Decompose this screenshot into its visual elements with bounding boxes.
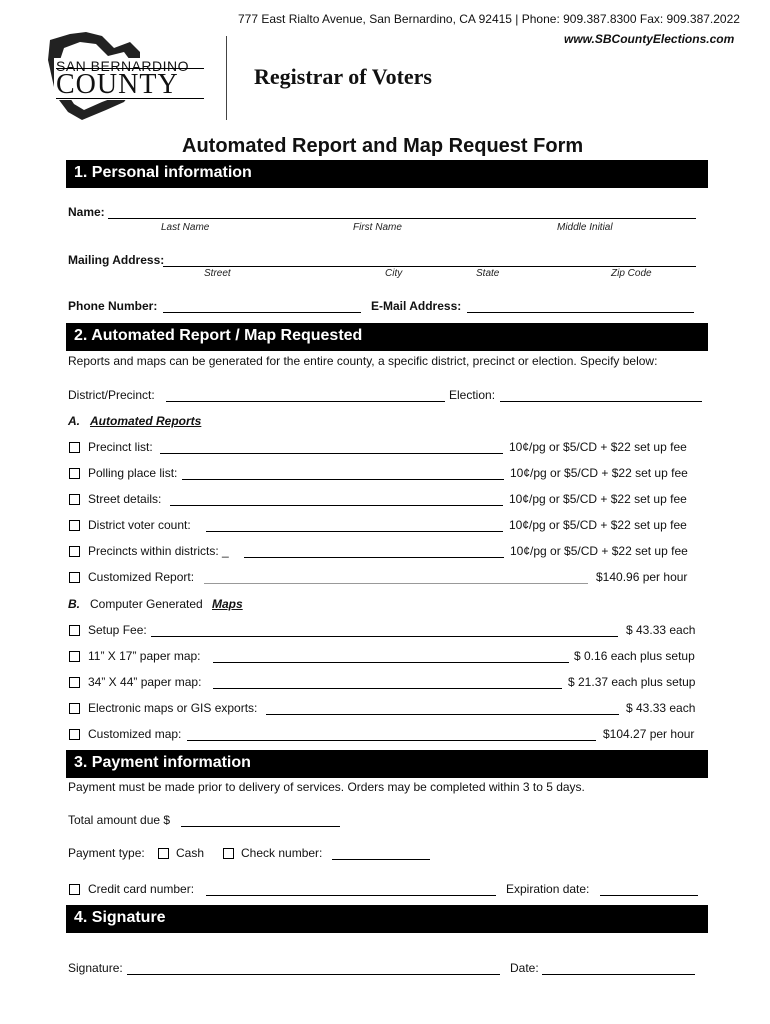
payment-type-label: Payment type: xyxy=(68,846,145,860)
expiration-field[interactable] xyxy=(600,895,698,896)
name-label: Name: xyxy=(68,205,105,219)
map-label: Setup Fee: xyxy=(88,623,147,637)
report-field[interactable] xyxy=(244,557,504,558)
check-label: Check number: xyxy=(241,846,323,860)
county-logo xyxy=(44,30,212,122)
maps-heading: Maps xyxy=(212,597,243,611)
map-price: $104.27 per hour xyxy=(603,727,695,741)
phone-field[interactable] xyxy=(163,312,361,313)
logo-top-text: SAN BERNARDINO xyxy=(56,58,190,74)
election-label: Election: xyxy=(449,388,496,402)
map-field[interactable] xyxy=(213,662,569,663)
report-price: 10¢/pg or $5/CD + $22 set up fee xyxy=(509,518,687,532)
section-signature-header xyxy=(66,905,708,933)
electronic-maps-checkbox[interactable] xyxy=(69,703,80,714)
reports-heading: Automated Reports xyxy=(90,414,202,428)
map-label: 11” X 17” paper map: xyxy=(88,649,201,663)
section-payment-header xyxy=(66,750,708,778)
section-heading: 4. Signature xyxy=(74,909,166,926)
report-field[interactable] xyxy=(182,479,504,480)
report-field[interactable] xyxy=(160,453,503,454)
report-field[interactable] xyxy=(206,531,503,532)
report-label: Street details: xyxy=(88,492,162,506)
section-heading: 2. Automated Report / Map Requested xyxy=(74,327,363,344)
section-report-header xyxy=(66,323,708,351)
report-intro: Reports and maps can be generated for the entire county, a specific district, precinct or election. Specify below: xyxy=(68,354,658,368)
report-price: 10¢/pg or $5/CD + $22 set up fee xyxy=(509,440,687,454)
map-11x17-checkbox[interactable] xyxy=(69,651,80,662)
check-checkbox[interactable] xyxy=(223,848,234,859)
department-title: Registrar of Voters xyxy=(254,64,432,89)
report-field[interactable] xyxy=(204,583,588,584)
report-price: 10¢/pg or $5/CD + $22 set up fee xyxy=(510,466,688,480)
report-label: Polling place list: xyxy=(88,466,178,480)
credit-card-checkbox[interactable] xyxy=(69,884,80,895)
signature-field[interactable] xyxy=(127,974,500,975)
map-price: $ 21.37 each plus setup xyxy=(568,675,696,689)
map-price: $ 0.16 each plus setup xyxy=(574,649,695,663)
phone-label: Phone Number: xyxy=(68,299,158,313)
section-personal-header xyxy=(66,160,708,188)
map-label: Customized map: xyxy=(88,727,182,741)
last-name-caption: Last Name xyxy=(161,222,210,233)
report-price: 10¢/pg or $5/CD + $22 set up fee xyxy=(509,492,687,506)
address-line: 777 East Rialto Avenue, San Bernardino, CA 92415 | Phone: 909.387.8300 Fax: 909.387.2022 xyxy=(238,12,740,26)
report-price: $140.96 per hour xyxy=(596,570,688,584)
mailing-address-field[interactable] xyxy=(163,266,696,267)
map-field[interactable] xyxy=(266,714,619,715)
polling-place-checkbox[interactable] xyxy=(69,468,80,479)
state-caption: State xyxy=(476,268,500,279)
section-heading: 1. Personal information xyxy=(74,164,252,181)
zip-caption: Zip Code xyxy=(611,268,652,279)
logo-bottom-text: COUNTY xyxy=(56,69,179,100)
date-label: Date: xyxy=(510,961,539,975)
customized-map-checkbox[interactable] xyxy=(69,729,80,740)
expiration-label: Expiration date: xyxy=(506,882,590,896)
first-name-caption: First Name xyxy=(353,222,402,233)
report-field[interactable] xyxy=(170,505,503,506)
map-price: $ 43.33 each xyxy=(626,623,696,637)
district-label: District/Precinct: xyxy=(68,388,155,402)
maps-letter: B. xyxy=(68,597,80,611)
reports-letter: A. xyxy=(68,414,80,428)
payment-note: Payment must be made prior to delivery of services. Orders may be completed within 3 to 5 days. xyxy=(68,780,585,794)
map-field[interactable] xyxy=(151,636,618,637)
credit-card-label: Credit card number: xyxy=(88,882,195,896)
cash-label: Cash xyxy=(176,846,205,860)
website-link[interactable]: www.SBCountyElections.com xyxy=(564,32,735,46)
precinct-list-checkbox[interactable] xyxy=(69,442,80,453)
setup-fee-checkbox[interactable] xyxy=(69,625,80,636)
map-label: 34” X 44” paper map: xyxy=(88,675,202,689)
total-field[interactable] xyxy=(181,826,340,827)
credit-card-field[interactable] xyxy=(206,895,496,896)
cash-checkbox[interactable] xyxy=(158,848,169,859)
precincts-within-districts-checkbox[interactable] xyxy=(69,546,80,557)
district-voter-count-checkbox[interactable] xyxy=(69,520,80,531)
date-field[interactable] xyxy=(542,974,695,975)
signature-label: Signature: xyxy=(68,961,123,975)
street-details-checkbox[interactable] xyxy=(69,494,80,505)
map-34x44-checkbox[interactable] xyxy=(69,677,80,688)
mailing-address-label: Mailing Address: xyxy=(68,253,165,267)
report-price: 10¢/pg or $5/CD + $22 set up fee xyxy=(510,544,688,558)
report-label: Precinct list: xyxy=(88,440,153,454)
check-number-field[interactable] xyxy=(332,859,430,860)
street-caption: Street xyxy=(204,268,231,279)
report-label: District voter count: xyxy=(88,518,191,532)
map-field[interactable] xyxy=(187,740,596,741)
district-field[interactable] xyxy=(166,401,445,402)
total-label: Total amount due $ xyxy=(68,813,171,827)
maps-heading-prefix: Computer Generated xyxy=(90,597,203,611)
name-field[interactable] xyxy=(108,218,696,219)
email-label: E-Mail Address: xyxy=(371,299,462,313)
section-heading: 3. Payment information xyxy=(74,754,251,771)
report-label: Customized Report: xyxy=(88,570,195,584)
header-divider xyxy=(226,36,227,120)
middle-initial-caption: Middle Initial xyxy=(557,222,613,233)
customized-report-checkbox[interactable] xyxy=(69,572,80,583)
map-price: $ 43.33 each xyxy=(626,701,696,715)
report-label: Precincts within districts: _ xyxy=(88,544,229,558)
map-label: Electronic maps or GIS exports: xyxy=(88,701,258,715)
form-title: Automated Report and Map Request Form xyxy=(182,135,584,157)
election-field[interactable] xyxy=(500,401,702,402)
email-field[interactable] xyxy=(467,312,694,313)
city-caption: City xyxy=(385,268,403,279)
map-field[interactable] xyxy=(213,688,562,689)
